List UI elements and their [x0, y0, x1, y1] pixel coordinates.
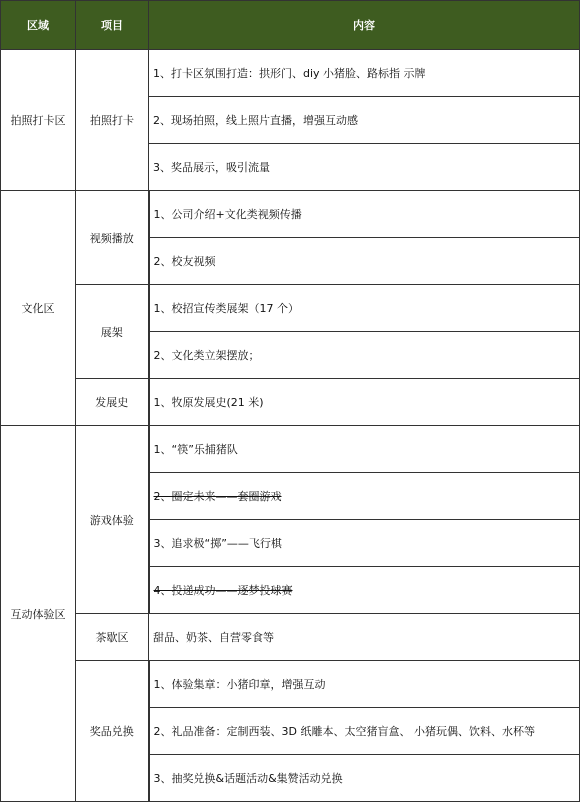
- content-cell: [149, 473, 580, 520]
- content-cell: 1、公司介绍+文化类视频传播: [149, 191, 580, 238]
- content-cell: 2、礼品准备：定制西装、3D 纸雕本、太空猪盲盒、 小猪玩偶、饮料、水杯等: [149, 708, 580, 755]
- table-row: [1, 426, 580, 473]
- table-row: [1, 661, 580, 708]
- table-row: [1, 285, 580, 332]
- strike-text: 2、圈定未来——套圈游戏: [153, 490, 282, 503]
- header-content: 内容: [149, 1, 580, 50]
- content-cell: 3、抽奖兑换&话题活动&集赞活动兑换: [149, 755, 580, 802]
- area-cell-interactive: 互动体验区: [1, 426, 76, 802]
- content-cell: 2、校友视频: [149, 238, 580, 285]
- item-cell-video: 视频播放: [76, 191, 149, 285]
- area-cell-culture: 文化区: [1, 191, 76, 426]
- item-cell-history: 发展史: [76, 379, 149, 426]
- content-cell: 2、文化类立架摆放；: [149, 332, 580, 379]
- item-cell-display-stand: 展架: [76, 285, 149, 379]
- item-cell-game: 游戏体验: [76, 426, 149, 614]
- header-item: 项目: [76, 1, 149, 50]
- table-row: [1, 379, 580, 426]
- content-cell: 3、奖品展示，吸引流量: [149, 144, 580, 191]
- content-cell: 1、牧原发展史(21 米): [149, 379, 580, 426]
- area-cell-photo: 拍照打卡区: [1, 50, 76, 191]
- header-area: 区域: [1, 1, 76, 50]
- content-cell: 甜品、奶茶、自营零食等: [149, 614, 580, 661]
- content-cell: 1、“筷”乐捕猪队: [149, 426, 580, 473]
- table-row: [1, 191, 580, 238]
- content-cell: 1、打卡区氛围打造：拱形门、diy 小猪脸、路标指 示牌: [149, 50, 580, 97]
- item-cell-tea-break: 茶歇区: [76, 614, 149, 661]
- content-cell: [149, 567, 580, 614]
- item-cell-photo-checkin: 拍照打卡: [76, 50, 149, 191]
- table-row: [1, 614, 580, 661]
- strike-text: 4、投递成功——逐梦投球赛: [153, 584, 293, 597]
- content-cell: 2、现场拍照，线上照片直播，增强互动感: [149, 97, 580, 144]
- item-cell-prize-exchange: 奖品兑换: [76, 661, 149, 802]
- header-row: [1, 1, 580, 50]
- table-row: [1, 50, 580, 97]
- content-cell: 1、校招宣传类展架（17 个）: [149, 285, 580, 332]
- content-cell: 1、体验集章：小猪印章，增强互动: [149, 661, 580, 708]
- content-cell: 3、追求极“掷”——飞行棋: [149, 520, 580, 567]
